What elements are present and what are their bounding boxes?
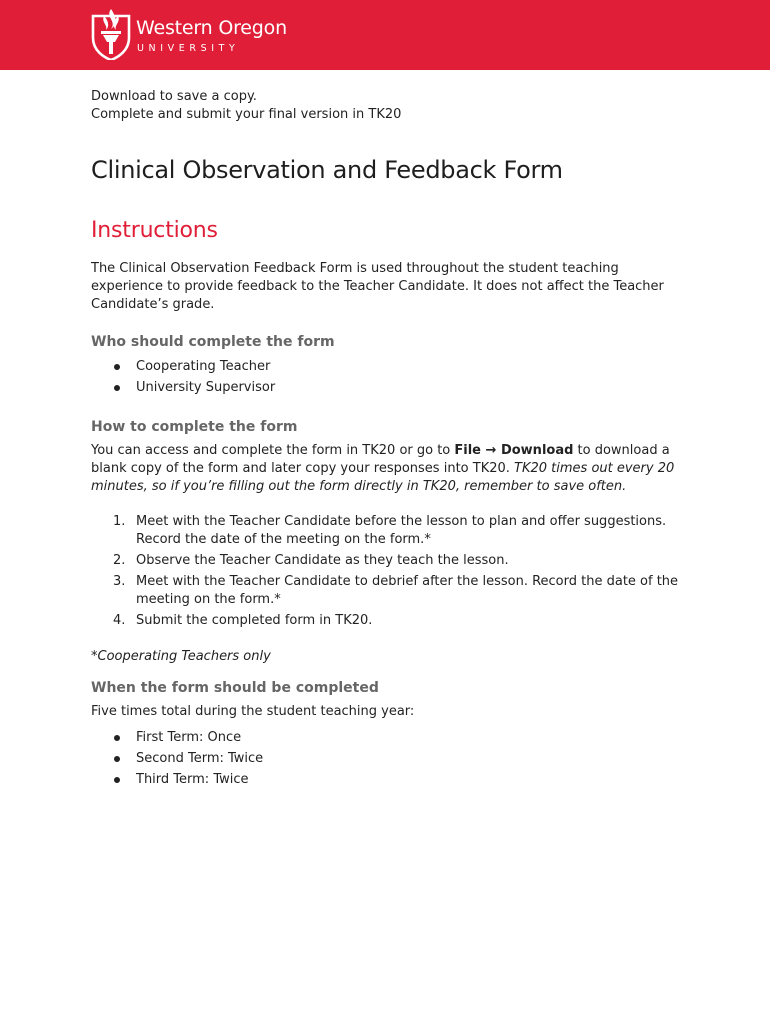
when-intro: Five times total during the student teaching year: [91,704,415,719]
how-heading: How to complete the form [91,419,298,435]
timeout-warning: TK20 times out every 20 minutes, so if you’re filling out the form directly in TK20, remember to save often. [91,461,675,494]
instructions-intro: The Clinical Observation Feedback Form is used throughout the student teaching experience to provide feedback to the Teacher Candidate. It does not affect the Teacher Candidate’s grade. [91,261,664,312]
footnote: *Cooperating Teachers only [91,649,271,664]
step-text: Observe the Teacher Candidate as they teach the lesson. [136,553,509,568]
how-text-b: to download a blank copy of the form and later copy your responses into TK20. [91,443,670,476]
list-item: Cooperating Teacher [91,358,681,376]
step-text: Submit the completed form in TK20. [136,613,373,628]
download-note: Download to save a copy. [91,89,257,104]
who-list [91,358,681,397]
list-item [91,573,681,609]
brand-subtitle: UNIVERSITY [137,43,240,54]
list-item [91,612,681,630]
step-text: Meet with the Teacher Candidate before the lesson to plan and offer suggestions. Record the date of the meeting on the form.* [136,514,667,547]
step-number: 2. [113,553,126,568]
list-item: University Supervisor [91,379,681,397]
who-heading: Who should complete the form [91,334,335,350]
page-title: Clinical Observation and Feedback Form [91,156,563,184]
download-menu-label: Download [500,443,574,458]
step-number: 1. [113,514,126,529]
list-item [91,513,681,549]
list-item: Third Term: Twice [91,771,681,789]
brand-name: Western Oregon [136,17,287,39]
arrow-icon: → [481,443,501,458]
file-menu-label: File [454,443,481,458]
list-item: First Term: Once [91,729,681,747]
list-item: Second Term: Twice [91,750,681,768]
list-item [91,552,681,570]
step-number: 3. [113,574,126,589]
instructions-heading: Instructions [91,218,218,243]
steps-list [91,513,681,630]
how-text-a: You can access and complete the form in TK20 or go to [91,443,455,458]
torch-shield-icon [91,8,131,60]
how-description [91,442,681,496]
step-text: Meet with the Teacher Candidate to debrief after the lesson. Record the date of the meeting on the form.* [136,574,679,607]
submit-note: Complete and submit your final version in TK20 [91,107,402,122]
when-heading: When the form should be completed [91,680,379,696]
step-number: 4. [113,613,126,628]
header-banner [0,0,770,70]
when-list [91,729,681,789]
